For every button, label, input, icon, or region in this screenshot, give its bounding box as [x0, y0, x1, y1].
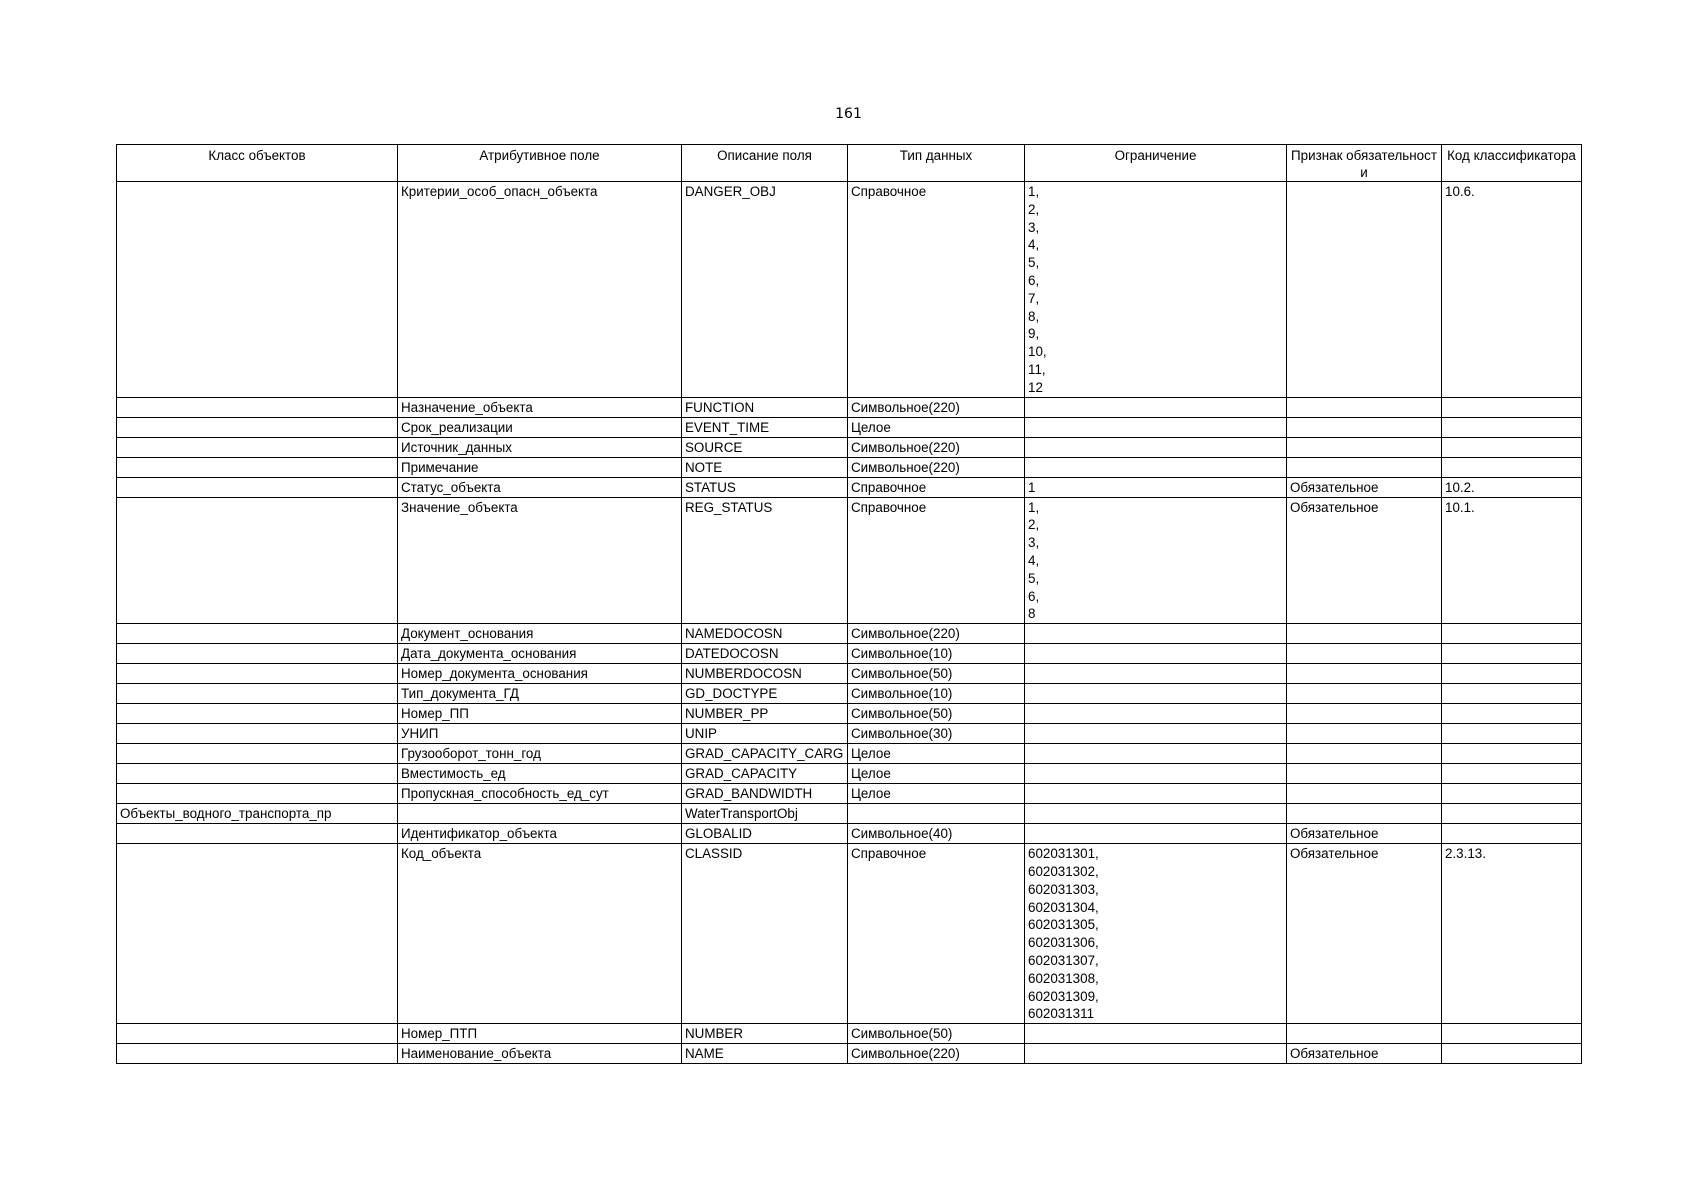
table-row: [117, 684, 1582, 704]
class-cell: [117, 497, 398, 624]
table-row: [117, 497, 1582, 624]
constraint-cell: [1025, 684, 1287, 704]
required-cell: [1287, 744, 1442, 764]
constraint-cell: [1025, 437, 1287, 457]
type-cell: Символьное(30): [848, 724, 1025, 744]
required-cell: Обязательное: [1287, 497, 1442, 624]
attribute-cell: Наименование_объекта: [398, 1044, 682, 1064]
table-row: [117, 824, 1582, 844]
description-cell: UNIP: [682, 724, 848, 744]
type-cell: Символьное(220): [848, 457, 1025, 477]
class-cell: [117, 784, 398, 804]
attribute-table: [116, 144, 1582, 1064]
constraint-cell: [1025, 624, 1287, 644]
table-row: [117, 704, 1582, 724]
type-cell: Символьное(40): [848, 824, 1025, 844]
type-cell: Целое: [848, 784, 1025, 804]
constraint-cell: [1025, 704, 1287, 724]
attribute-cell: Критерии_особ_опасн_объекта: [398, 182, 682, 398]
required-cell: [1287, 664, 1442, 684]
attribute-cell: Примечание: [398, 457, 682, 477]
description-cell: DATEDOCOSN: [682, 644, 848, 664]
constraint-cell: [1025, 1024, 1287, 1044]
table-row: [117, 844, 1582, 1024]
constraint-cell: [1025, 784, 1287, 804]
description-cell: DANGER_OBJ: [682, 182, 848, 398]
class-cell: [117, 664, 398, 684]
class-cell: [117, 457, 398, 477]
classifier-cell: [1442, 744, 1582, 764]
description-cell: CLASSID: [682, 844, 848, 1024]
header-cell: Класс объектов: [117, 145, 398, 182]
header-cell: Код классификатора: [1442, 145, 1582, 182]
classifier-cell: [1442, 397, 1582, 417]
description-cell: NAME: [682, 1044, 848, 1064]
attribute-cell: [398, 804, 682, 824]
table-row: [117, 744, 1582, 764]
constraint-cell: 602031301, 602031302, 602031303, 602031304, 602031305, 602031306, 602031307, 602031308, 602031309, 602031311: [1025, 844, 1287, 1024]
description-cell: EVENT_TIME: [682, 417, 848, 437]
type-cell: Целое: [848, 764, 1025, 784]
required-cell: [1287, 804, 1442, 824]
required-cell: [1287, 784, 1442, 804]
classifier-cell: 10.1.: [1442, 497, 1582, 624]
description-cell: NOTE: [682, 457, 848, 477]
classifier-cell: [1442, 764, 1582, 784]
class-cell: [117, 397, 398, 417]
class-cell: Объекты_водного_транспорта_пр: [117, 804, 398, 824]
required-cell: [1287, 644, 1442, 664]
constraint-cell: [1025, 457, 1287, 477]
attribute-cell: Значение_объекта: [398, 497, 682, 624]
classifier-cell: [1442, 644, 1582, 664]
class-cell: [117, 744, 398, 764]
required-cell: [1287, 724, 1442, 744]
type-cell: Справочное: [848, 182, 1025, 398]
description-cell: WaterTransportObj: [682, 804, 848, 824]
required-cell: [1287, 182, 1442, 398]
class-cell: [117, 844, 398, 1024]
class-cell: [117, 624, 398, 644]
constraint-cell: [1025, 744, 1287, 764]
class-cell: [117, 764, 398, 784]
description-cell: SOURCE: [682, 437, 848, 457]
required-cell: [1287, 417, 1442, 437]
classifier-cell: [1442, 824, 1582, 844]
classifier-cell: [1442, 624, 1582, 644]
table-row: [117, 664, 1582, 684]
description-cell: NUMBER_PP: [682, 704, 848, 724]
classifier-cell: [1442, 1024, 1582, 1044]
table-row: [117, 182, 1582, 398]
page-number: 161: [835, 106, 862, 122]
type-cell: Символьное(50): [848, 664, 1025, 684]
class-cell: [117, 724, 398, 744]
table-row: [117, 457, 1582, 477]
header-cell: Описание поля: [682, 145, 848, 182]
description-cell: NUMBER: [682, 1024, 848, 1044]
attribute-cell: Дата_документа_основания: [398, 644, 682, 664]
attribute-cell: Тип_документа_ГД: [398, 684, 682, 704]
attribute-cell: Номер_документа_основания: [398, 664, 682, 684]
attribute-cell: Номер_ПП: [398, 704, 682, 724]
class-cell: [117, 182, 398, 398]
constraint-cell: 1, 2, 3, 4, 5, 6, 7, 8, 9, 10, 11, 12: [1025, 182, 1287, 398]
classifier-cell: [1442, 684, 1582, 704]
constraint-cell: [1025, 804, 1287, 824]
attribute-cell: Код_объекта: [398, 844, 682, 1024]
header-cell: Тип данных: [848, 145, 1025, 182]
attribute-cell: УНИП: [398, 724, 682, 744]
attribute-cell: Пропускная_способность_ед_сут: [398, 784, 682, 804]
type-cell: Символьное(220): [848, 437, 1025, 457]
class-cell: [117, 477, 398, 497]
header-cell: Признак обязательности: [1287, 145, 1442, 182]
description-cell: GRAD_CAPACITY: [682, 764, 848, 784]
table-row: [117, 624, 1582, 644]
type-cell: Целое: [848, 417, 1025, 437]
type-cell: Справочное: [848, 477, 1025, 497]
attribute-cell: Грузооборот_тонн_год: [398, 744, 682, 764]
class-cell: [117, 644, 398, 664]
class-cell: [117, 684, 398, 704]
required-cell: [1287, 624, 1442, 644]
constraint-cell: [1025, 417, 1287, 437]
required-cell: [1287, 704, 1442, 724]
description-cell: GLOBALID: [682, 824, 848, 844]
class-cell: [117, 824, 398, 844]
classifier-cell: [1442, 417, 1582, 437]
attribute-cell: Источник_данных: [398, 437, 682, 457]
type-cell: [848, 804, 1025, 824]
required-cell: [1287, 1024, 1442, 1044]
classifier-cell: [1442, 664, 1582, 684]
table-row: [117, 804, 1582, 824]
constraint-cell: [1025, 824, 1287, 844]
required-cell: [1287, 437, 1442, 457]
class-cell: [117, 1044, 398, 1064]
classifier-cell: 10.2.: [1442, 477, 1582, 497]
classifier-cell: [1442, 784, 1582, 804]
description-cell: STATUS: [682, 477, 848, 497]
type-cell: Символьное(220): [848, 1044, 1025, 1064]
description-cell: NUMBERDOCOSN: [682, 664, 848, 684]
classifier-cell: [1442, 704, 1582, 724]
required-cell: Обязательное: [1287, 824, 1442, 844]
table-row: [117, 417, 1582, 437]
constraint-cell: [1025, 764, 1287, 784]
required-cell: [1287, 764, 1442, 784]
required-cell: Обязательное: [1287, 477, 1442, 497]
table-row: [117, 784, 1582, 804]
required-cell: Обязательное: [1287, 1044, 1442, 1064]
required-cell: [1287, 457, 1442, 477]
description-cell: GRAD_BANDWIDTH: [682, 784, 848, 804]
description-cell: REG_STATUS: [682, 497, 848, 624]
required-cell: Обязательное: [1287, 844, 1442, 1024]
table-body: [117, 182, 1582, 1064]
table-row: [117, 437, 1582, 457]
required-cell: [1287, 397, 1442, 417]
type-cell: Справочное: [848, 497, 1025, 624]
type-cell: Символьное(10): [848, 684, 1025, 704]
classifier-cell: 2.3.13.: [1442, 844, 1582, 1024]
type-cell: Символьное(220): [848, 624, 1025, 644]
constraint-cell: 1, 2, 3, 4, 5, 6, 8: [1025, 497, 1287, 624]
classifier-cell: [1442, 457, 1582, 477]
attribute-cell: Идентификатор_объекта: [398, 824, 682, 844]
constraint-cell: [1025, 644, 1287, 664]
class-cell: [117, 704, 398, 724]
attribute-cell: Срок_реализации: [398, 417, 682, 437]
classifier-cell: 10.6.: [1442, 182, 1582, 398]
type-cell: Справочное: [848, 844, 1025, 1024]
class-cell: [117, 1024, 398, 1044]
constraint-cell: [1025, 1044, 1287, 1064]
constraint-cell: 1: [1025, 477, 1287, 497]
table-row: [117, 397, 1582, 417]
description-cell: GRAD_CAPACITY_CARG: [682, 744, 848, 764]
table-row: [117, 1024, 1582, 1044]
table-row: [117, 724, 1582, 744]
type-cell: Символьное(220): [848, 397, 1025, 417]
constraint-cell: [1025, 664, 1287, 684]
class-cell: [117, 417, 398, 437]
constraint-cell: [1025, 397, 1287, 417]
header-cell: Атрибутивное поле: [398, 145, 682, 182]
classifier-cell: [1442, 437, 1582, 457]
table-row: [117, 477, 1582, 497]
header-row: [117, 145, 1582, 182]
classifier-cell: [1442, 804, 1582, 824]
header-cell: Ограничение: [1025, 145, 1287, 182]
description-cell: FUNCTION: [682, 397, 848, 417]
type-cell: Символьное(10): [848, 644, 1025, 664]
required-cell: [1287, 684, 1442, 704]
class-cell: [117, 437, 398, 457]
table-row: [117, 1044, 1582, 1064]
description-cell: NAMEDOCOSN: [682, 624, 848, 644]
classifier-cell: [1442, 724, 1582, 744]
attribute-cell: Документ_основания: [398, 624, 682, 644]
attribute-cell: Вместимость_ед: [398, 764, 682, 784]
type-cell: Символьное(50): [848, 704, 1025, 724]
description-cell: GD_DOCTYPE: [682, 684, 848, 704]
attribute-cell: Номер_ПТП: [398, 1024, 682, 1044]
type-cell: Целое: [848, 744, 1025, 764]
attribute-cell: Статус_объекта: [398, 477, 682, 497]
attribute-cell: Назначение_объекта: [398, 397, 682, 417]
table-row: [117, 764, 1582, 784]
constraint-cell: [1025, 724, 1287, 744]
type-cell: Символьное(50): [848, 1024, 1025, 1044]
table-row: [117, 644, 1582, 664]
classifier-cell: [1442, 1044, 1582, 1064]
